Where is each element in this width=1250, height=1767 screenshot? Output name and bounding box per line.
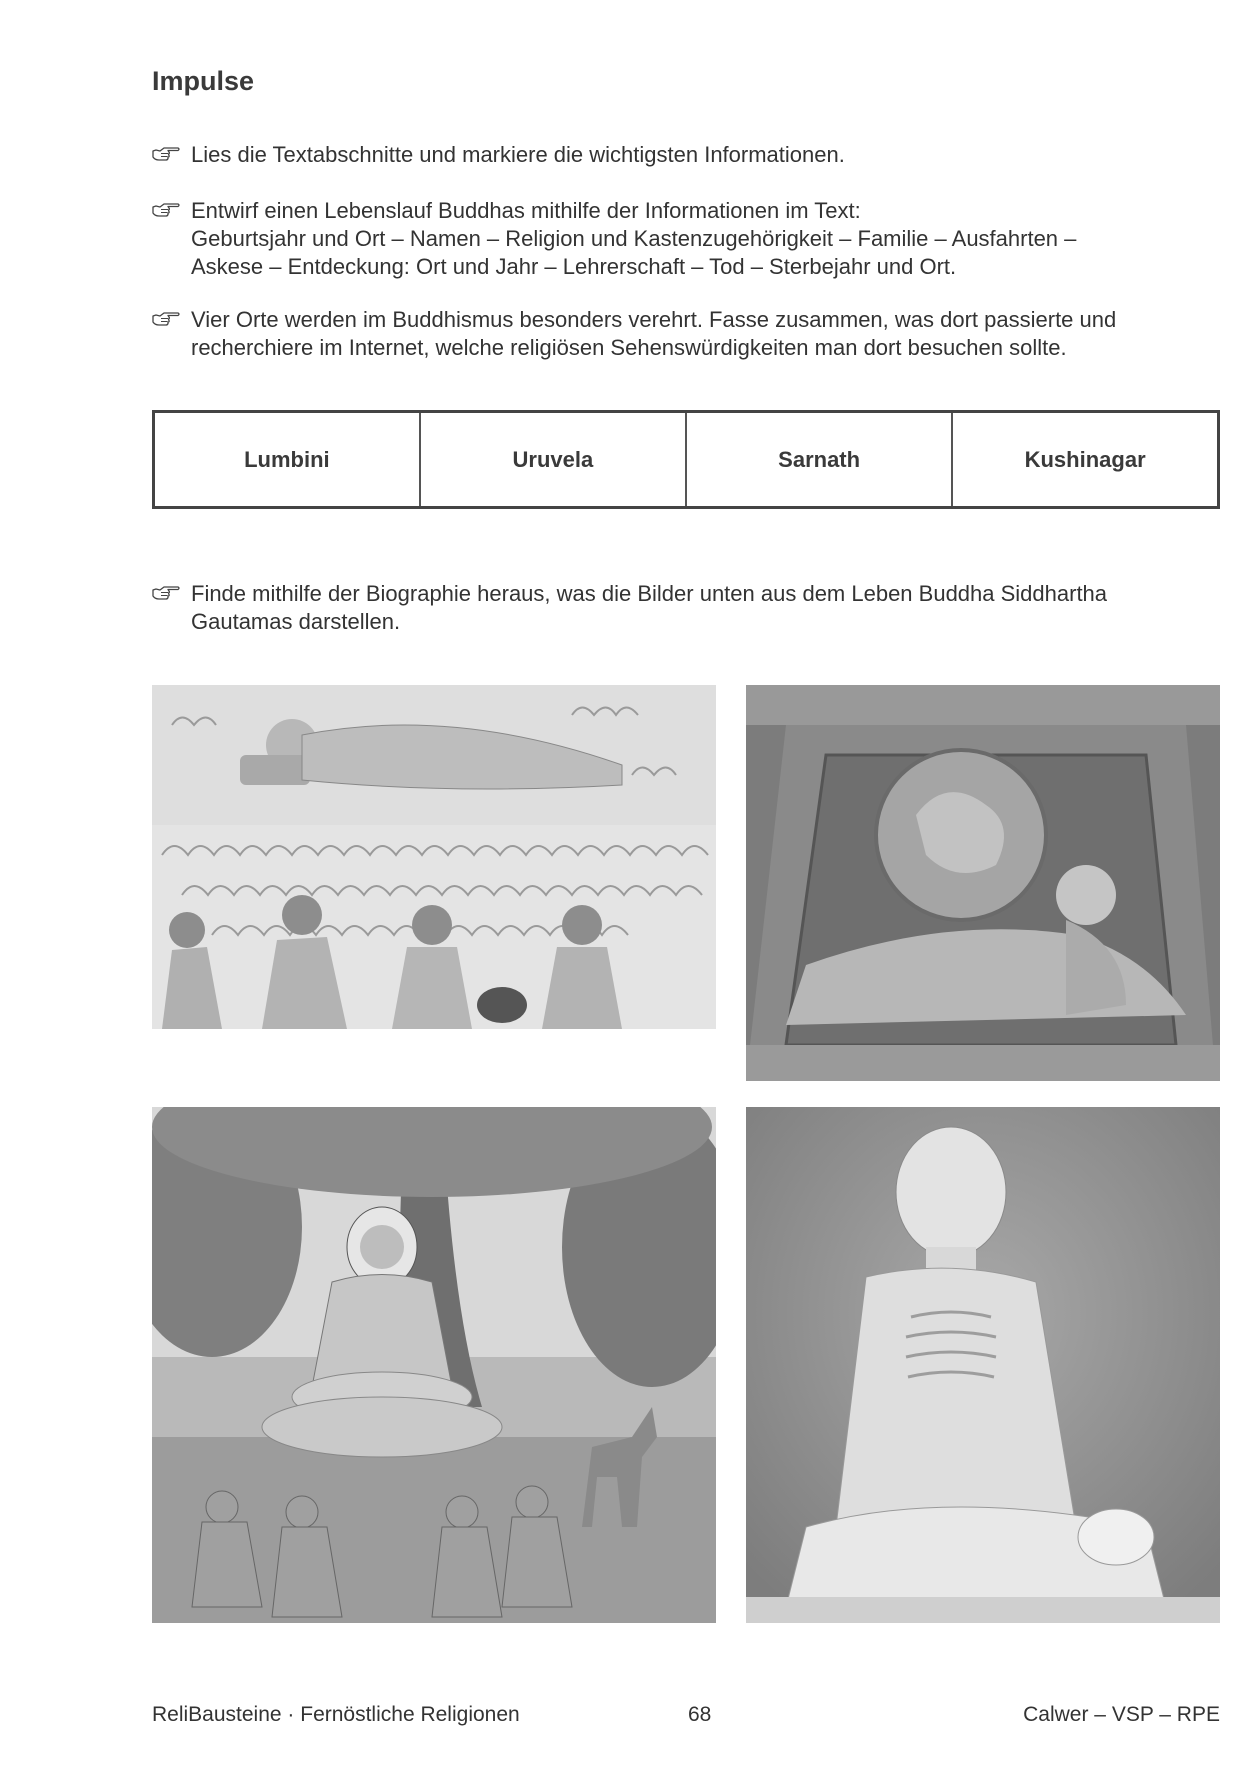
impulse-2-line-3: Askese – Entdeckung: Ort und Jahr – Lehrerschaft – Tod – Sterbejahr und Ort.: [191, 254, 957, 279]
page-title: Impulse: [152, 66, 255, 96]
impulse-4: [152, 580, 1232, 636]
pointing-hand-icon: [152, 145, 180, 163]
impulse-2-line-1: Entwirf einen Lebenslauf Buddhas mithilfe der Informationen im Text:: [191, 198, 861, 223]
image-relief-sculpture: [746, 685, 1220, 1081]
places-row: [154, 412, 1219, 508]
impulse-4-line-2: Gautamas darstellen.: [191, 609, 401, 634]
footer-series: ReliBausteine · Fernöstliche Religionen: [152, 1703, 520, 1726]
impulse-3-line-2: recherchiere im Internet, welche religiösen Sehenswürdigkeiten man dort besuchen sollte.: [191, 335, 1067, 360]
pointing-hand-icon: [152, 584, 180, 602]
impulse-2-line-2: Geburtsjahr und Ort – Namen – Religion und Kastenzugehörigkeit – Familie – Ausfahrten –: [191, 226, 1077, 251]
impulse-2: [152, 197, 1232, 281]
pointing-hand-icon: [152, 201, 180, 219]
impulse-3-line-1: Vier Orte werden im Buddhismus besonders verehrt. Fasse zusammen, was dort passierte und: [191, 307, 1117, 332]
footer-publisher: Calwer – VSP – RPE: [1023, 1703, 1220, 1726]
image-buddha-under-tree: [152, 1107, 716, 1623]
footer-page-number: 68: [688, 1703, 712, 1726]
place-cell-uruvela: Uruvela: [420, 412, 686, 508]
impulse-3: [152, 306, 1232, 362]
impulse-4-line-1: Finde mithilfe der Biographie heraus, was die Bilder unten aus dem Leben Buddha Siddhartha: [191, 581, 1108, 606]
impulse-1: [152, 141, 1232, 169]
places-table: [152, 410, 1220, 509]
place-cell-kushinagar: Kushinagar: [952, 412, 1218, 508]
place-cell-sarnath: Sarnath: [686, 412, 952, 508]
place-cell-lumbini: Lumbini: [154, 412, 420, 508]
image-reclining-buddha: [152, 685, 716, 1029]
pointing-hand-icon: [152, 310, 180, 328]
impulse-1-line-1: Lies die Textabschnitte und markiere die wichtigsten Informationen.: [191, 142, 845, 167]
image-ascetic-buddha-statue: [746, 1107, 1220, 1623]
